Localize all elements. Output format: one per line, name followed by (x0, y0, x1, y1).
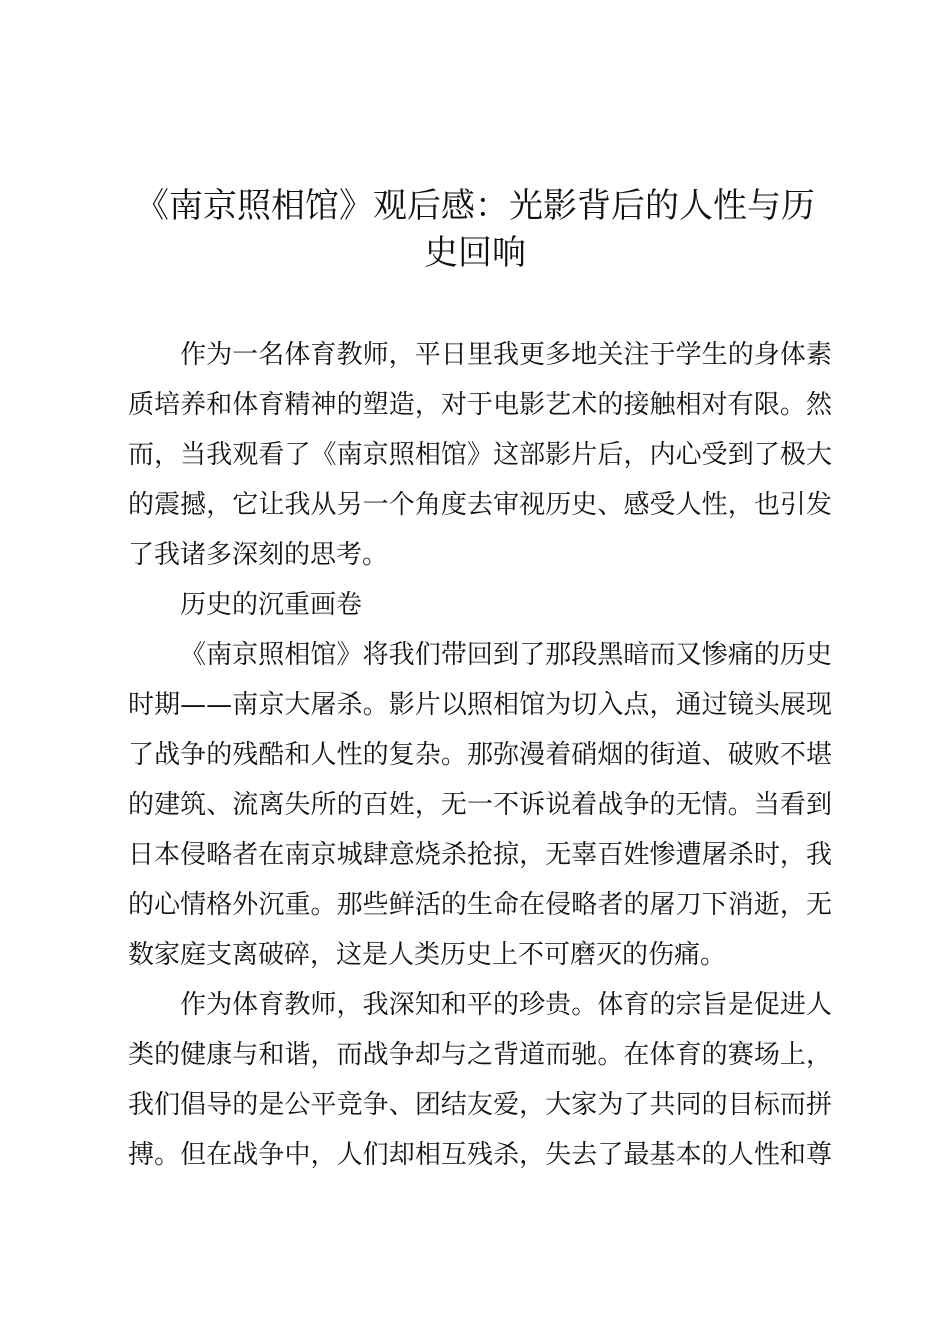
paragraph (128, 330, 832, 580)
text-line: 时期——南京大屠杀。影片以照相馆为切入点，通过镜头展现 (128, 690, 832, 720)
text-line: 质培养和体育精神的塑造，对于电影艺术的接触相对有限。然 (128, 390, 832, 420)
text-line: 我们倡导的是公平竞争、团结友爱，大家为了共同的目标而拼 (128, 1090, 832, 1120)
section-heading (128, 580, 832, 630)
document-body (128, 330, 832, 1180)
text-line: 的建筑、流离失所的百姓，无一不诉说着战争的无情。当看到 (128, 790, 832, 820)
document-title (100, 183, 850, 277)
text-line: 的震撼，它让我从另一个角度去审视历史、感受人性，也引发 (128, 490, 832, 520)
text-line: 作为一名体育教师，平日里我更多地关注于学生的身体素 (180, 340, 832, 370)
title-line: 《南京照相馆》观后感：光影背后的人性与历 (135, 186, 815, 226)
text-line: 数家庭支离破碎，这是人类历史上不可磨灭的伤痛。 (128, 940, 727, 970)
text-line: 日本侵略者在南京城肆意烧杀抢掠，无辜百姓惨遭屠杀时，我 (128, 840, 832, 870)
text-line: 了战争的残酷和人性的复杂。那弥漫着硝烟的街道、破败不堪 (128, 740, 832, 770)
paragraph (128, 630, 832, 980)
text-line: 类的健康与和谐，而战争却与之背道而驰。在体育的赛场上， (128, 1040, 832, 1070)
text-line: 搏。但在战争中，人们却相互残杀，失去了最基本的人性和尊 (128, 1140, 832, 1170)
text-line: 的心情格外沉重。那些鲜活的生命在侵略者的屠刀下消逝，无 (128, 890, 832, 920)
text-line: 历史的沉重画卷 (180, 590, 363, 620)
text-line: 而，当我观看了《南京照相馆》这部影片后，内心受到了极大 (128, 440, 832, 470)
text-line: 了我诸多深刻的思考。 (128, 540, 389, 570)
title-line: 史回响 (424, 233, 526, 273)
text-line: 《南京照相馆》将我们带回到了那段黑暗而又惨痛的历史 (180, 640, 832, 670)
paragraph (128, 980, 832, 1180)
text-line: 作为体育教师，我深知和平的珍贵。体育的宗旨是促进人 (180, 990, 832, 1020)
